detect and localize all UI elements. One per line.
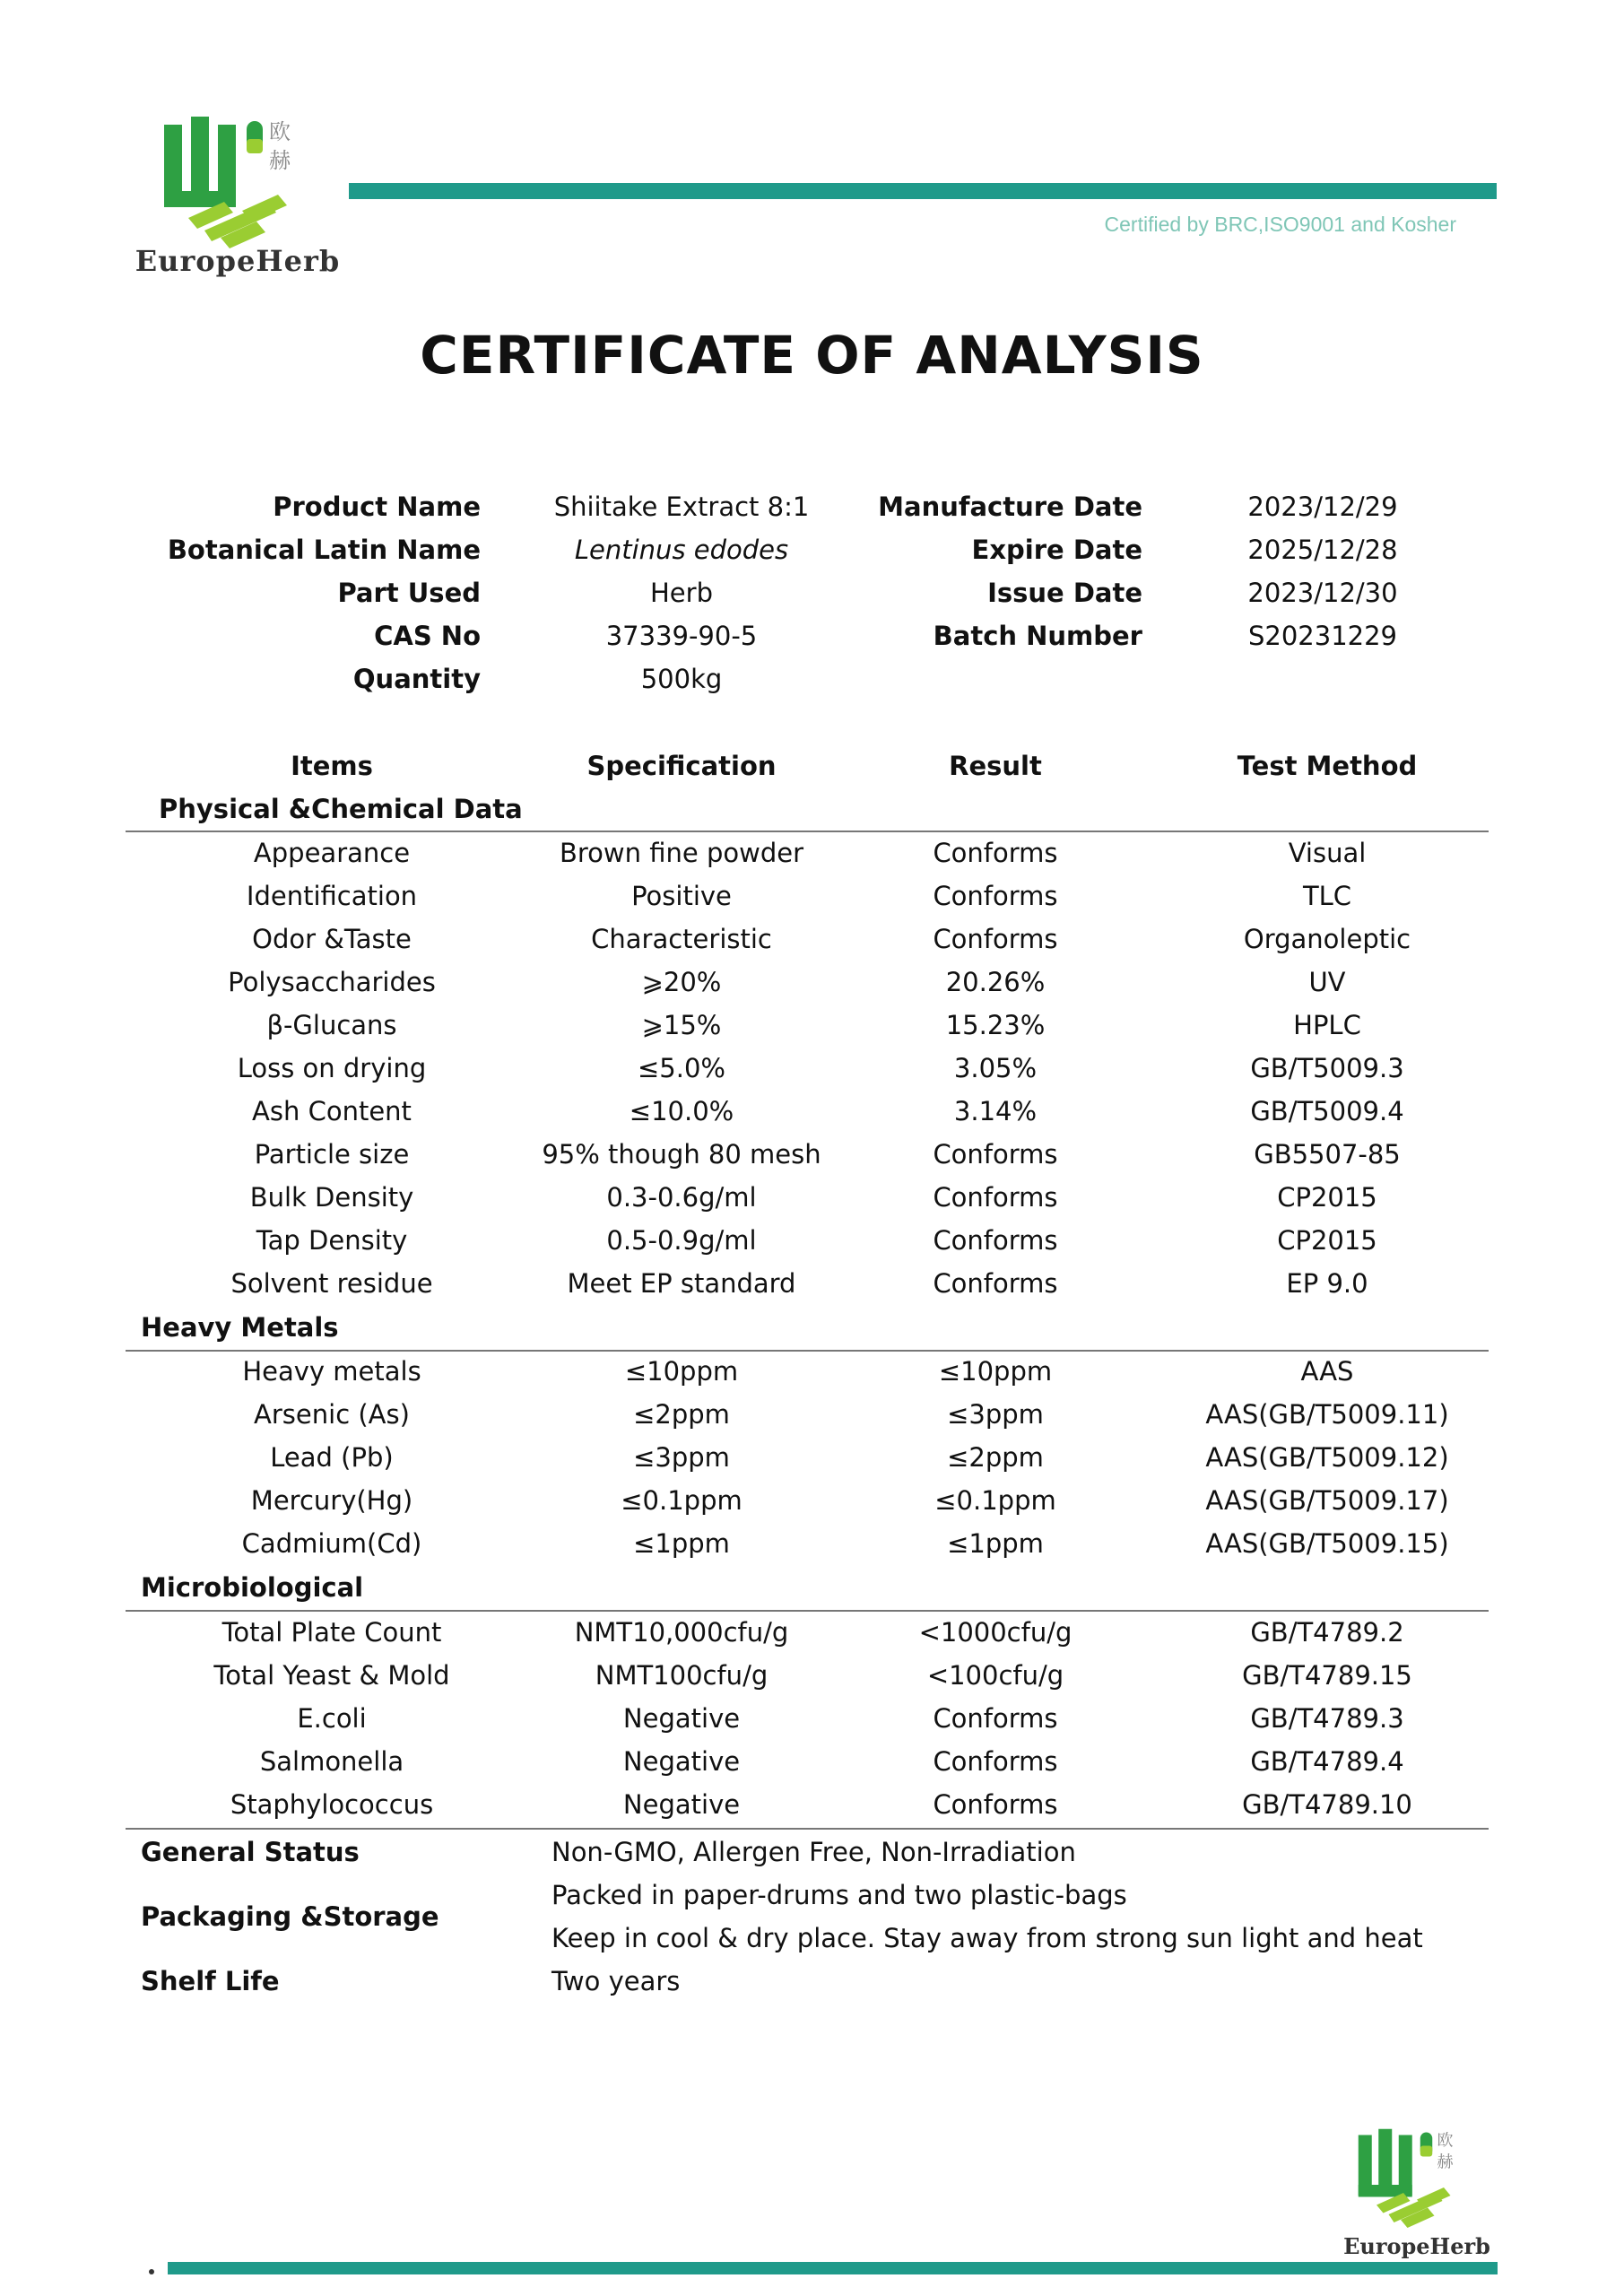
page-title: CERTIFICATE OF ANALYSIS <box>420 325 1204 386</box>
table-row <box>0 1789 1624 1832</box>
col-result: Result <box>949 751 1042 781</box>
method-cell: GB/T4789.3 <box>1250 1703 1404 1734</box>
issue-date-value: 2023/12/30 <box>1247 578 1398 608</box>
item-cell: Salmonella <box>259 1746 404 1777</box>
item-cell: Tap Density <box>256 1225 408 1256</box>
part-used-label: Part Used <box>337 578 481 608</box>
certification-note: Certified by BRC,ISO9001 and Kosher <box>1104 213 1456 236</box>
method-cell: GB/T5009.3 <box>1250 1053 1404 1083</box>
item-cell: Appearance <box>253 838 411 868</box>
batch-number-value: S20231229 <box>1247 621 1397 651</box>
section-physical-chemical: Physical &Chemical Data <box>159 794 523 824</box>
header-accent-bar <box>349 183 1497 199</box>
result-cell: ≤0.1ppm <box>934 1485 1056 1516</box>
method-cell: EP 9.0 <box>1286 1268 1368 1299</box>
table-row <box>0 881 1624 924</box>
table-row <box>0 1617 1624 1660</box>
method-cell: AAS(GB/T5009.15) <box>1205 1528 1449 1559</box>
general-status-value: Non-GMO, Allergen Free, Non-Irradiation <box>551 1837 1076 1867</box>
latin-name-label: Botanical Latin Name <box>167 535 481 565</box>
table-row <box>0 838 1624 881</box>
logo-cn-2: 赫 <box>269 148 291 173</box>
table-row <box>0 1442 1624 1485</box>
item-cell: Odor &Taste <box>252 924 412 954</box>
logo-cn-1: 欧 <box>269 119 291 144</box>
table-row <box>0 1182 1624 1225</box>
result-cell: <1000cfu/g <box>918 1617 1073 1648</box>
spec-cell: 0.5-0.9g/ml <box>606 1225 757 1256</box>
spec-cell: 0.3-0.6g/ml <box>606 1182 757 1213</box>
packaging-line-1: Packed in paper-drums and two plastic-bags <box>551 1880 1127 1910</box>
result-cell: Conforms <box>933 924 1058 954</box>
spec-cell: 95% though 80 mesh <box>542 1139 821 1170</box>
table-row <box>0 1356 1624 1399</box>
section-microbiological: Microbiological <box>141 1572 364 1603</box>
result-cell: <100cfu/g <box>926 1660 1064 1691</box>
general-status-label: General Status <box>141 1837 360 1867</box>
spec-cell: ⩾20% <box>641 967 722 997</box>
spec-cell: ≤1ppm <box>633 1528 730 1559</box>
result-cell: Conforms <box>933 881 1058 911</box>
result-cell: ≤2ppm <box>947 1442 1044 1473</box>
spec-cell: Positive <box>631 881 732 911</box>
expire-date-label: Expire Date <box>971 535 1142 565</box>
page-dot <box>149 2269 154 2274</box>
section-divider <box>126 1610 1489 1612</box>
col-test-method: Test Method <box>1237 751 1418 781</box>
spec-cell: NMT10,000cfu/g <box>574 1617 789 1648</box>
method-cell: AAS(GB/T5009.12) <box>1205 1442 1449 1473</box>
spec-cell: ≤5.0% <box>638 1053 725 1083</box>
expire-date-value: 2025/12/28 <box>1247 535 1398 565</box>
spec-cell: NMT100cfu/g <box>595 1660 769 1691</box>
method-cell: TLC <box>1302 881 1352 911</box>
method-cell: CP2015 <box>1277 1225 1377 1256</box>
shelf-life-label: Shelf Life <box>141 1966 280 1996</box>
result-cell: ≤10ppm <box>938 1356 1053 1387</box>
cas-no-label: CAS No <box>374 621 481 651</box>
manufacture-date-value: 2023/12/29 <box>1247 491 1398 522</box>
spec-cell: Negative <box>622 1703 741 1734</box>
result-cell: Conforms <box>933 1182 1058 1213</box>
packaging-label: Packaging &Storage <box>141 1901 439 1932</box>
method-cell: Organoleptic <box>1243 924 1411 954</box>
batch-number-label: Batch Number <box>933 621 1142 651</box>
spec-cell: Negative <box>622 1789 741 1820</box>
table-row <box>0 1399 1624 1442</box>
result-cell: ≤3ppm <box>947 1399 1044 1430</box>
item-cell: Particle size <box>254 1139 410 1170</box>
result-cell: 3.05% <box>953 1053 1038 1083</box>
item-cell: Identification <box>246 881 418 911</box>
bottom-brand-name: EuropeHerb <box>1343 2233 1490 2259</box>
method-cell: Visual <box>1288 838 1367 868</box>
item-cell: β-Glucans <box>266 1010 397 1040</box>
manufacture-date-label: Manufacture Date <box>878 491 1142 522</box>
method-cell: GB/T4789.2 <box>1250 1617 1404 1648</box>
item-cell: Polysaccharides <box>228 967 436 997</box>
section-heavy-metals: Heavy Metals <box>141 1312 339 1343</box>
table-row <box>0 1225 1624 1268</box>
section-divider <box>126 831 1489 832</box>
col-specification: Specification <box>586 751 777 781</box>
product-name-value: Shiitake Extract 8:1 <box>553 491 810 522</box>
table-row <box>0 924 1624 967</box>
table-row <box>0 1010 1624 1053</box>
table-row <box>0 1703 1624 1746</box>
result-cell: Conforms <box>933 1703 1058 1734</box>
method-cell: CP2015 <box>1277 1182 1377 1213</box>
item-cell: Cadmium(Cd) <box>241 1528 422 1559</box>
table-row <box>0 1139 1624 1182</box>
spec-cell: ≤2ppm <box>633 1399 730 1430</box>
method-cell: AAS <box>1300 1356 1354 1387</box>
result-cell: 20.26% <box>945 967 1046 997</box>
result-cell: Conforms <box>933 1746 1058 1777</box>
item-cell: Loss on drying <box>237 1053 427 1083</box>
table-row <box>0 1096 1624 1139</box>
item-cell: Lead (Pb) <box>270 1442 394 1473</box>
bottom-logo-cn-1: 欧 <box>1437 2131 1454 2151</box>
result-cell: 3.14% <box>953 1096 1038 1126</box>
method-cell: AAS(GB/T5009.17) <box>1205 1485 1449 1516</box>
result-cell: 15.23% <box>945 1010 1046 1040</box>
result-cell: Conforms <box>933 1225 1058 1256</box>
col-items: Items <box>291 751 373 781</box>
method-cell: UV <box>1308 967 1346 997</box>
spec-cell: Brown fine powder <box>560 838 803 868</box>
item-cell: Bulk Density <box>249 1182 414 1213</box>
brand-name: EuropeHerb <box>135 244 341 278</box>
method-cell: AAS(GB/T5009.11) <box>1205 1399 1449 1430</box>
item-cell: Solvent residue <box>230 1268 433 1299</box>
quantity-label: Quantity <box>352 664 481 694</box>
result-cell: Conforms <box>933 1789 1058 1820</box>
part-used-value: Herb <box>650 578 713 608</box>
spec-cell: ≤10ppm <box>624 1356 739 1387</box>
issue-date-label: Issue Date <box>987 578 1142 608</box>
method-cell: GB5507-85 <box>1254 1139 1401 1170</box>
item-cell: Mercury(Hg) <box>250 1485 413 1516</box>
logo-mark <box>135 112 350 256</box>
table-row <box>0 1528 1624 1571</box>
spec-cell: ≤10.0% <box>629 1096 734 1126</box>
result-cell: Conforms <box>933 838 1058 868</box>
latin-name-value: Lentinus edodes <box>574 535 789 565</box>
quantity-value: 500kg <box>640 664 723 694</box>
bottom-logo-cn-2: 赫 <box>1437 2152 1454 2172</box>
item-cell: Ash Content <box>252 1096 412 1126</box>
bottom-logo-mark <box>1336 2121 1498 2238</box>
table-row <box>0 1746 1624 1789</box>
table-row <box>0 967 1624 1010</box>
table-row <box>0 1053 1624 1096</box>
section-divider <box>126 1350 1489 1352</box>
spec-cell: Characteristic <box>591 924 772 954</box>
result-cell: Conforms <box>933 1268 1058 1299</box>
result-cell: Conforms <box>933 1139 1058 1170</box>
spec-cell: ⩾15% <box>641 1010 722 1040</box>
table-row <box>0 1485 1624 1528</box>
method-cell: GB/T4789.15 <box>1242 1660 1412 1691</box>
result-cell: ≤1ppm <box>947 1528 1044 1559</box>
item-cell: Heavy metals <box>242 1356 421 1387</box>
method-cell: GB/T4789.4 <box>1250 1746 1404 1777</box>
method-cell: GB/T4789.10 <box>1242 1789 1412 1820</box>
spec-cell: ≤3ppm <box>633 1442 730 1473</box>
method-cell: HPLC <box>1293 1010 1361 1040</box>
spec-cell: ≤0.1ppm <box>621 1485 743 1516</box>
shelf-life-value: Two years <box>551 1966 681 1996</box>
item-cell: Arsenic (As) <box>254 1399 410 1430</box>
table-row <box>0 1268 1624 1311</box>
spec-cell: Meet EP standard <box>567 1268 796 1299</box>
spec-cell: Negative <box>622 1746 741 1777</box>
item-cell: Staphylococcus <box>230 1789 434 1820</box>
footer-accent-bar <box>168 2262 1498 2274</box>
packaging-line-2: Keep in cool & dry place. Stay away from strong sun light and heat <box>551 1923 1423 1953</box>
table-end-divider <box>126 1828 1489 1830</box>
product-name-label: Product Name <box>273 491 481 522</box>
item-cell: Total Yeast & Mold <box>213 1660 450 1691</box>
item-cell: Total Plate Count <box>221 1617 442 1648</box>
table-row <box>0 1660 1624 1703</box>
method-cell: GB/T5009.4 <box>1250 1096 1404 1126</box>
item-cell: E.coli <box>297 1703 367 1734</box>
cas-no-value: 37339-90-5 <box>605 621 758 651</box>
